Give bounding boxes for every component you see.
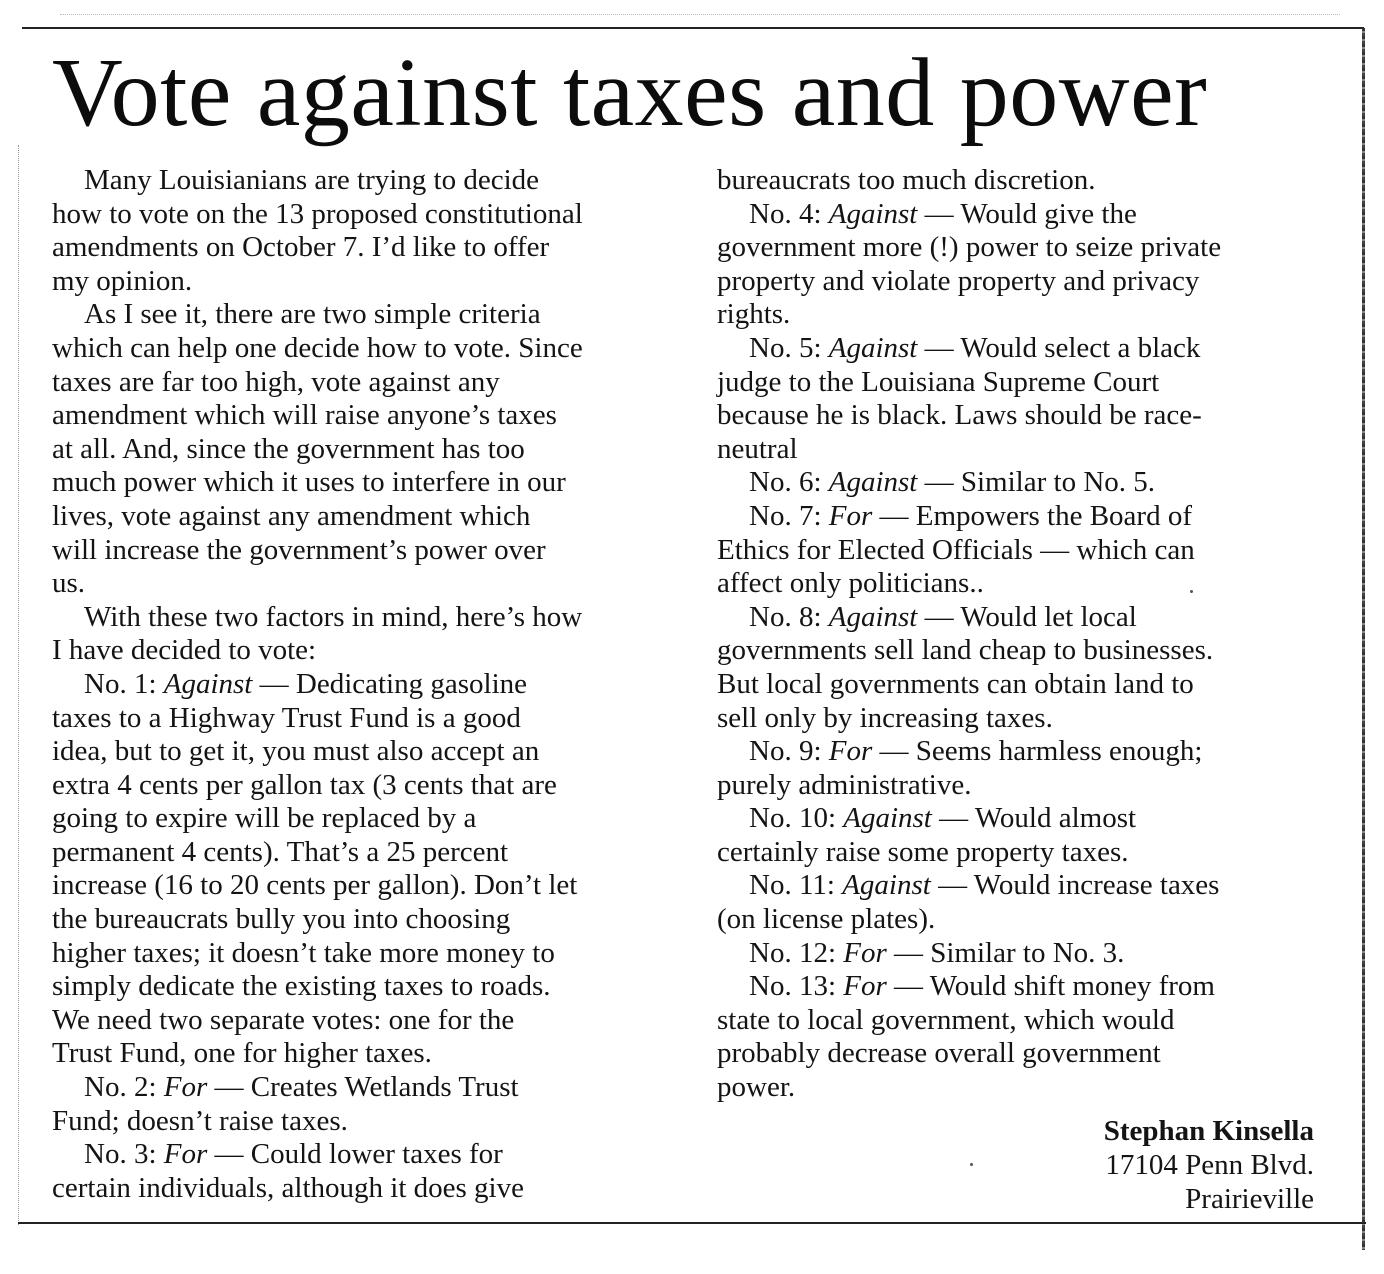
vote-position: Against [842, 869, 931, 902]
text-run: increase (16 to 20 cents per gallon). Don’t let [52, 869, 578, 902]
text-run: judge to the Louisiana Supreme Court [717, 365, 1160, 398]
text-line [52, 903, 662, 937]
text-line [717, 702, 1317, 736]
text-line [717, 1004, 1317, 1038]
text-run: — Similar to No. 5. [917, 466, 1156, 499]
vote-position: Against [843, 802, 932, 835]
text-run: because he is black. Laws should be race- [717, 399, 1202, 432]
text-run: taxes to a Highway Trust Fund is a good [52, 701, 521, 734]
text-run: which can help one decide how to vote. Since [52, 331, 583, 364]
text-line [52, 1071, 662, 1105]
text-line [52, 466, 662, 500]
text-line [717, 903, 1317, 937]
author-city: Prairieville [1185, 1183, 1314, 1215]
text-line [52, 802, 662, 836]
left-column [52, 164, 662, 1205]
text-run: — Seems harmless enough; [872, 735, 1203, 768]
vote-position: For [843, 970, 887, 1003]
text-run: how to vote on the 13 proposed constitutional [52, 197, 583, 230]
headline: Vote against taxes and power [52, 39, 1208, 147]
text-run: No. 1: [84, 667, 164, 700]
text-run: higher taxes; it doesn’t take more money to [52, 936, 555, 969]
text-run: — Dedicating gasoline [252, 667, 527, 700]
text-line [717, 265, 1317, 299]
text-line [52, 769, 662, 803]
text-run: certainly raise some property taxes. [717, 835, 1129, 868]
text-line [52, 231, 662, 265]
right-rule [1362, 28, 1365, 1250]
vote-position: Against [828, 466, 918, 499]
text-run: No. 4: [749, 197, 829, 230]
text-run: No. 2: [84, 1071, 164, 1104]
print-speck [1190, 590, 1193, 593]
vote-position: Against [828, 331, 918, 364]
text-run: certain individuals, although it does give [52, 1171, 524, 1204]
text-run: No. 10: [749, 802, 844, 835]
text-line [52, 836, 662, 870]
text-run: extra 4 cents per gallon tax (3 cents that are [52, 768, 557, 801]
text-line [52, 937, 662, 971]
text-run: But local governments can obtain land to [717, 667, 1194, 700]
text-line [717, 399, 1317, 433]
text-line [717, 836, 1317, 870]
text-run: No. 5: [749, 331, 829, 364]
text-run: — Could lower taxes for [207, 1138, 503, 1171]
text-line [52, 1138, 662, 1172]
text-line [717, 970, 1317, 1004]
text-run: No. 12: [749, 936, 844, 969]
author-address: 17104 Penn Blvd. [1105, 1149, 1314, 1181]
author-name: Stephan Kinsella [1103, 1115, 1314, 1147]
signature-block [1104, 1114, 1314, 1216]
top-rule [22, 27, 1364, 29]
text-line [717, 332, 1317, 366]
text-run: affect only politicians.. [717, 567, 984, 600]
text-run: governments sell land cheap to businesses. [717, 634, 1214, 667]
text-run: As I see it, there are two simple criteria [84, 298, 541, 331]
text-line [717, 769, 1317, 803]
text-run: We need two separate votes: one for the [52, 1003, 515, 1036]
text-run: amendments on October 7. I’d like to offer [52, 231, 550, 264]
text-run: — Would shift money from [886, 970, 1215, 1003]
text-run: — Would let local [917, 600, 1137, 633]
text-run: amendment which will raise anyone’s taxes [52, 399, 557, 432]
text-run: permanent 4 cents). That’s a 25 percent [52, 835, 509, 868]
text-run: rights. [717, 298, 791, 331]
text-run: much power which it uses to interfere in our [52, 466, 566, 499]
text-line [52, 399, 662, 433]
vote-position: For [828, 735, 873, 768]
text-run: taxes are far too high, vote against any [52, 365, 500, 398]
text-line [52, 332, 662, 366]
text-line [52, 534, 662, 568]
text-line [52, 164, 662, 198]
print-speck [970, 1163, 973, 1166]
text-line [52, 735, 662, 769]
text-line [52, 366, 662, 400]
text-run: us. [52, 567, 86, 600]
text-line [52, 567, 662, 601]
text-line [717, 869, 1317, 903]
text-run: simply dedicate the existing taxes to roads. [52, 970, 551, 1003]
text-run: No. 3: [84, 1138, 164, 1171]
text-line [717, 534, 1317, 568]
text-run: at all. And, since the government has too [52, 432, 525, 465]
text-run: — Would almost [931, 802, 1137, 835]
text-line [717, 198, 1317, 232]
text-run: will increase the government’s power over [52, 533, 546, 566]
text-run: — Would select a black [917, 331, 1201, 364]
text-run: purely administrative. [717, 768, 972, 801]
text-run: Many Louisianians are trying to decide [84, 164, 540, 196]
text-line [52, 1172, 662, 1206]
text-line [52, 500, 662, 534]
text-run: (on license plates). [717, 903, 936, 936]
text-line [717, 937, 1317, 971]
text-line [717, 1037, 1317, 1071]
text-line [52, 433, 662, 467]
text-run: No. 11: [749, 869, 843, 902]
text-line [717, 668, 1317, 702]
vote-position: For [163, 1138, 208, 1171]
text-run: power. [717, 1071, 796, 1104]
text-run: No. 9: [749, 735, 829, 768]
text-run: With these two factors in mind, here’s how [84, 600, 583, 633]
text-run: neutral [717, 432, 798, 465]
text-run: — Would give the [917, 197, 1137, 230]
text-run: No. 8: [749, 600, 829, 633]
text-line [52, 634, 662, 668]
text-line [52, 970, 662, 1004]
text-run: — Empowers the Board of [872, 499, 1192, 532]
text-line [52, 298, 662, 332]
text-run: sell only by increasing taxes. [717, 701, 1053, 734]
text-run: lives, vote against any amendment which [52, 499, 531, 532]
text-run: bureaucrats too much discretion. [717, 164, 1096, 196]
text-line [52, 702, 662, 736]
text-run: Ethics for Elected Officials — which can [717, 533, 1195, 566]
text-run: going to expire will be replaced by a [52, 802, 477, 835]
text-line [717, 366, 1317, 400]
text-line [52, 198, 662, 232]
top-faint-rule [60, 14, 1340, 16]
text-line [52, 1105, 662, 1139]
text-run: — Similar to No. 3. [886, 936, 1125, 969]
text-line [717, 601, 1317, 635]
text-line [717, 802, 1317, 836]
text-line [717, 567, 1317, 601]
text-run: state to local government, which would [717, 1003, 1175, 1036]
text-line [52, 1004, 662, 1038]
vote-position: For [828, 499, 873, 532]
text-run: my opinion. [52, 264, 193, 297]
text-line [717, 466, 1317, 500]
left-rule [18, 145, 20, 1225]
text-line [717, 433, 1317, 467]
text-line [52, 265, 662, 299]
text-line [52, 601, 662, 635]
text-run: I have decided to vote: [52, 634, 317, 667]
vote-position: Against [828, 197, 918, 230]
text-line [717, 1071, 1317, 1105]
text-run: idea, but to get it, you must also accept an [52, 735, 540, 768]
vote-position: Against [828, 600, 918, 633]
vote-position: Against [163, 667, 253, 700]
text-line [717, 231, 1317, 265]
right-column [717, 164, 1317, 1105]
vote-position: For [843, 936, 887, 969]
text-line [717, 298, 1317, 332]
text-run: — Creates Wetlands Trust [207, 1071, 519, 1104]
text-line [52, 869, 662, 903]
text-line [717, 634, 1317, 668]
text-run: No. 6: [749, 466, 829, 499]
bottom-rule [18, 1222, 1366, 1224]
text-run: government more (!) power to seize private [717, 231, 1222, 264]
text-line [52, 668, 662, 702]
vote-position: For [163, 1071, 208, 1104]
text-line [717, 500, 1317, 534]
text-run: probably decrease overall government [717, 1037, 1161, 1070]
text-run: property and violate property and privacy [717, 264, 1200, 297]
text-run: Trust Fund, one for higher taxes. [52, 1037, 432, 1070]
text-run: Fund; doesn’t raise taxes. [52, 1104, 348, 1137]
text-line [52, 1037, 662, 1071]
text-run: No. 13: [749, 970, 844, 1003]
text-run: the bureaucrats bully you into choosing [52, 903, 511, 936]
text-run: No. 7: [749, 499, 829, 532]
text-line [717, 164, 1317, 198]
text-line [717, 735, 1317, 769]
text-run: — Would increase taxes [930, 869, 1220, 902]
